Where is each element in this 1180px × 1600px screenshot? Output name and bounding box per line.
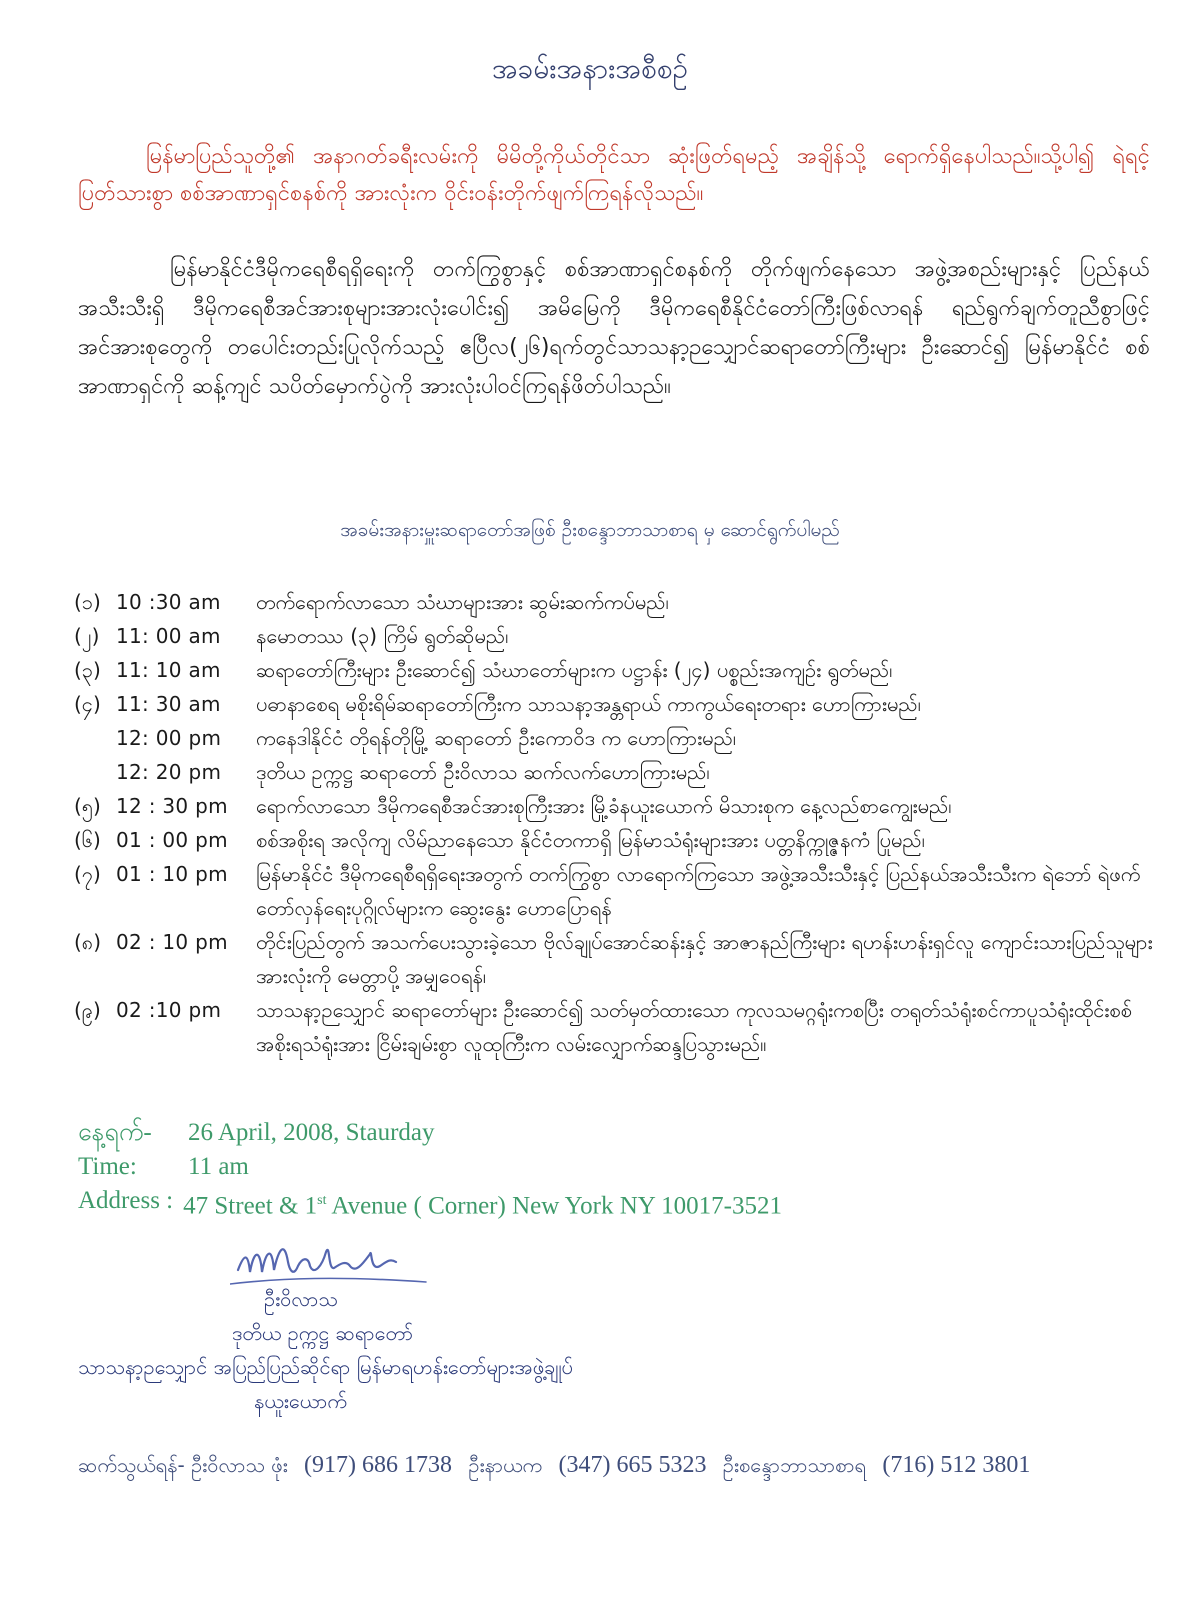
- agenda-item-description: မြန်မာနိုင်ငံ ဒီမိုကရေစီရရှိရေးအတွက် တက်ကြွစွာ လာရောက်ကြသော အဖွဲ့အသီးသီးနှင့် ပြည်နယ်အသီးသီးက ရဲဘော် ရဲဖက် တော်လှန်ရေးပုဂ္ဂိုလ်များက ဆွေးနွေး ဟောပြောရန်: [256, 862, 1141, 920]
- agenda-list: [74, 585, 1154, 1061]
- agenda-item-time: 01 : 10 pm: [116, 862, 228, 886]
- agenda-item-time: 12 : 30 pm: [116, 794, 228, 818]
- contact-name-1: ဦးဝိလာသ ဖုံး: [191, 1453, 288, 1477]
- agenda-item: [74, 585, 1154, 619]
- agenda-item: [74, 789, 1154, 823]
- agenda-item-number: (၁): [74, 590, 101, 614]
- agenda-item-description: ကနေဒါနိုင်ငံ တိုရန်တိုမြို့ ဆရာတော် ဦးကောဝိဒ က ဟောကြားမည်၊: [256, 726, 737, 750]
- contact-phone-1: (917) 686 1738: [304, 1452, 452, 1478]
- agenda-item-time: 10 :30 am: [116, 590, 221, 614]
- agenda-item: [74, 687, 1154, 721]
- agenda-item: [74, 823, 1154, 857]
- agenda-item-description: ပဓာနာစေရ မစိုးရိမ်ဆရာတော်ကြီးက သာသနာ့အန္တရာယ် ကာကွယ်ရေးတရား ဟောကြားမည်၊: [256, 692, 921, 716]
- agenda-item-number: (၂): [74, 624, 100, 648]
- agenda-item-number: (၇): [74, 862, 101, 886]
- presider-line: အခမ်းအနားမှူးဆရာတော်အဖြစ် ဦးစန္ဒောဘာသာစာရ မှ ဆောင်ရွက်ပါမည်: [340, 519, 840, 541]
- agenda-item-number: [74, 755, 116, 789]
- time-value: 11 am: [188, 1153, 249, 1180]
- contact-phone-3: (716) 512 3801: [882, 1452, 1031, 1478]
- agenda-item-time: 12: 00 pm: [116, 726, 222, 750]
- agenda-item-description: ဒုတိယ ဥက္ကဋ္ဌ ဆရာတော် ဦးဝိလာသ ဆက်လက်ဟောကြားမည်၊: [256, 760, 710, 784]
- address-value: [183, 1184, 782, 1223]
- agenda-item-number: [74, 721, 116, 755]
- agenda-item-number: (၃): [74, 658, 101, 682]
- agenda-item-description: စစ်အစိုးရ အလိုကျ လိမ်ညာနေသော နိုင်ငံတကာရှိ မြန်မာသံရုံးများအား ပတ္တနိက္ကုဇ္ဇနကံ ပြုမည်၊: [256, 828, 925, 852]
- agenda-item-number: (၆): [74, 828, 101, 852]
- agenda-item-description: နမောတဿ (၃) ကြိမ် ရွတ်ဆိုမည်၊: [256, 624, 509, 648]
- agenda-item: [74, 857, 1154, 925]
- time-label: Time:: [78, 1153, 137, 1180]
- address-ordinal: st: [317, 1193, 327, 1208]
- agenda-item-time: 12: 20 pm: [116, 760, 222, 784]
- time-row: [78, 1150, 1138, 1184]
- agenda-item: [74, 755, 1154, 789]
- agenda-item-number: (၄): [74, 692, 101, 716]
- address-row: [78, 1184, 1138, 1223]
- agenda-item: [74, 653, 1154, 687]
- address-part2: Avenue ( Corner) New York NY 10017-3521: [326, 1192, 782, 1220]
- contact-phone-2: (347) 665 5323: [558, 1452, 707, 1478]
- agenda-item: [74, 619, 1154, 653]
- agenda-item-description: တက်ရောက်လာသော သံဃာများအား ဆွမ်းဆက်ကပ်မည်၊: [256, 590, 669, 614]
- contact-label: ဆက်သွယ်ရန်-: [78, 1453, 185, 1477]
- date-value: 26 April, 2008, Stаurday: [188, 1119, 435, 1146]
- agenda-item: [74, 993, 1154, 1061]
- agenda-item-number: (၈): [74, 930, 102, 954]
- agenda-item: [74, 721, 1154, 755]
- agenda-item-number: (၅): [74, 794, 101, 818]
- agenda-item-time: 11: 10 am: [116, 658, 221, 682]
- agenda-item-description: ဆရာတော်ကြီးများ ဦးဆောင်၍ သံဃာတော်များက ပဋ္ဌာန်း (၂၄) ပစ္စည်းအကျဉ်း ရွတ်မည်၊: [256, 658, 893, 682]
- address-part1: 47 Street & 1: [183, 1192, 318, 1220]
- agenda-item-time: 02 : 10 pm: [116, 930, 228, 954]
- agenda-item-description: သာသနာ့ဉသျှောင် ဆရာတော်များ ဦးဆောင်၍ သတ်မှတ်ထားသော ကုလသမဂ္ဂရုံးကစပြီး တရုတ်သံရုံးစင်ကာပူသံရုံးထိုင်းစစ်အစိုးရသံရုံးအား ငြိမ်းချမ်းစွာ လူထုကြီးက လမ်းလျှောက်ဆန္ဒပြသွားမည်။: [256, 998, 1132, 1056]
- agenda-item-time: 11: 30 am: [116, 692, 221, 716]
- date-label: နေ့ရက်-: [78, 1119, 152, 1146]
- signatory-city: နယူးယောက်: [254, 1389, 347, 1413]
- agenda-item-description: တိုင်းပြည်တွက် အသက်ပေးသွားခဲ့သော ဗိုလ်ချုပ်အောင်ဆန်းနှင့် အာဇာနည်ကြီးများ ရဟန်းဟန်းရှင်လူ ကျောင်းသားပြည်သူများအားလုံးကို မေတ္တာပို့ အမျှဝေရန်၊: [256, 930, 1153, 988]
- contact-name-2: ဦးနာယက: [468, 1453, 543, 1477]
- signatory-role: ဒုတိယ ဥက္ကဋ္ဌ ဆရာတော်: [232, 1321, 414, 1345]
- intro-black-paragraph: မြန်မာနိုင်ငံဒီမိုကရေစီရရှိရေးကို တက်ကြွစွာနှင့် စစ်အာဏာရှင်စနစ်ကို တိုက်ဖျက်နေသော အဖွဲ့အစည်းများနှင့် ပြည်နယ်အသီးသီးရှိ ဒီမိုကရေစီအင်အားစုများအားလုံးပေါင်း၍ အမိမြေကို ဒီမိုကရေစီနိုင်ငံတော်ကြီးဖြစ်လာရန် ရည်ရွက်ချက်တူညီစွာဖြင့် အင်အားစုတွေကို တပေါင်းတည်းပြုလိုက်သည့် ဧပြီလ(၂၆)ရက်တွင်သာသနာ့ဉသျှောင်ဆရာတော်ကြီးများ ဦးဆောင်၍ မြန်မာနိုင်ငံ စစ်အာဏာရှင်ကို ဆန့်ကျင် သပိတ်မှောက်ပွဲကို အားလုံးပါဝင်ကြရန်ဖိတ်ပါသည်။: [78, 257, 1150, 399]
- agenda-item-time: 02 :10 pm: [116, 998, 222, 1022]
- agenda-item-number: (၉): [74, 998, 101, 1022]
- agenda-item-time: 11: 00 am: [116, 624, 221, 648]
- signatory-org: သာသနာ့ဉသျှောင် အပြည်ပြည်ဆိုင်ရာ မြန်မာရဟန်းတော်များအဖွဲ့ချုပ်: [78, 1355, 573, 1379]
- agenda-item-description: ရောက်လာသော ဒီမိုကရေစီအင်အားစုကြီးအား မြို့ခံနယူးယောက် မိသားစုက နေ့လည်စာကျွေးမည်၊: [256, 794, 952, 818]
- agenda-item: [74, 925, 1154, 993]
- signatory-block: [78, 1282, 573, 1418]
- agenda-item-time: 01 : 00 pm: [116, 828, 228, 852]
- contact-name-3: ဦးစန္ဒောဘာသာစာရ: [722, 1453, 867, 1477]
- date-row: [78, 1116, 1138, 1150]
- intro-red-paragraph: မြန်မာပြည်သူတို့၏ အနာဂတ်ခရီးလမ်းကို မိမိတို့ကိုယ်တိုင်သာ ဆုံးဖြတ်ရမည့် အချိန်သို့ ရောက်ရှိနေပါသည်။သို့ပါ၍ ရဲရင့်ပြတ်သားစွာ စစ်အာဏာရှင်စနစ်ကို အားလုံးက ဝိုင်းဝန်းတိုက်ဖျက်ကြရန်လိုသည်။: [78, 144, 1150, 206]
- signatory-name: ဦးဝိလာသ: [264, 1287, 338, 1311]
- contact-line: [78, 1452, 1158, 1482]
- address-label: Address :: [78, 1187, 174, 1214]
- document-title: အခမ်းအနားအစီစဉ်: [491, 52, 689, 85]
- event-info: [78, 1116, 1138, 1223]
